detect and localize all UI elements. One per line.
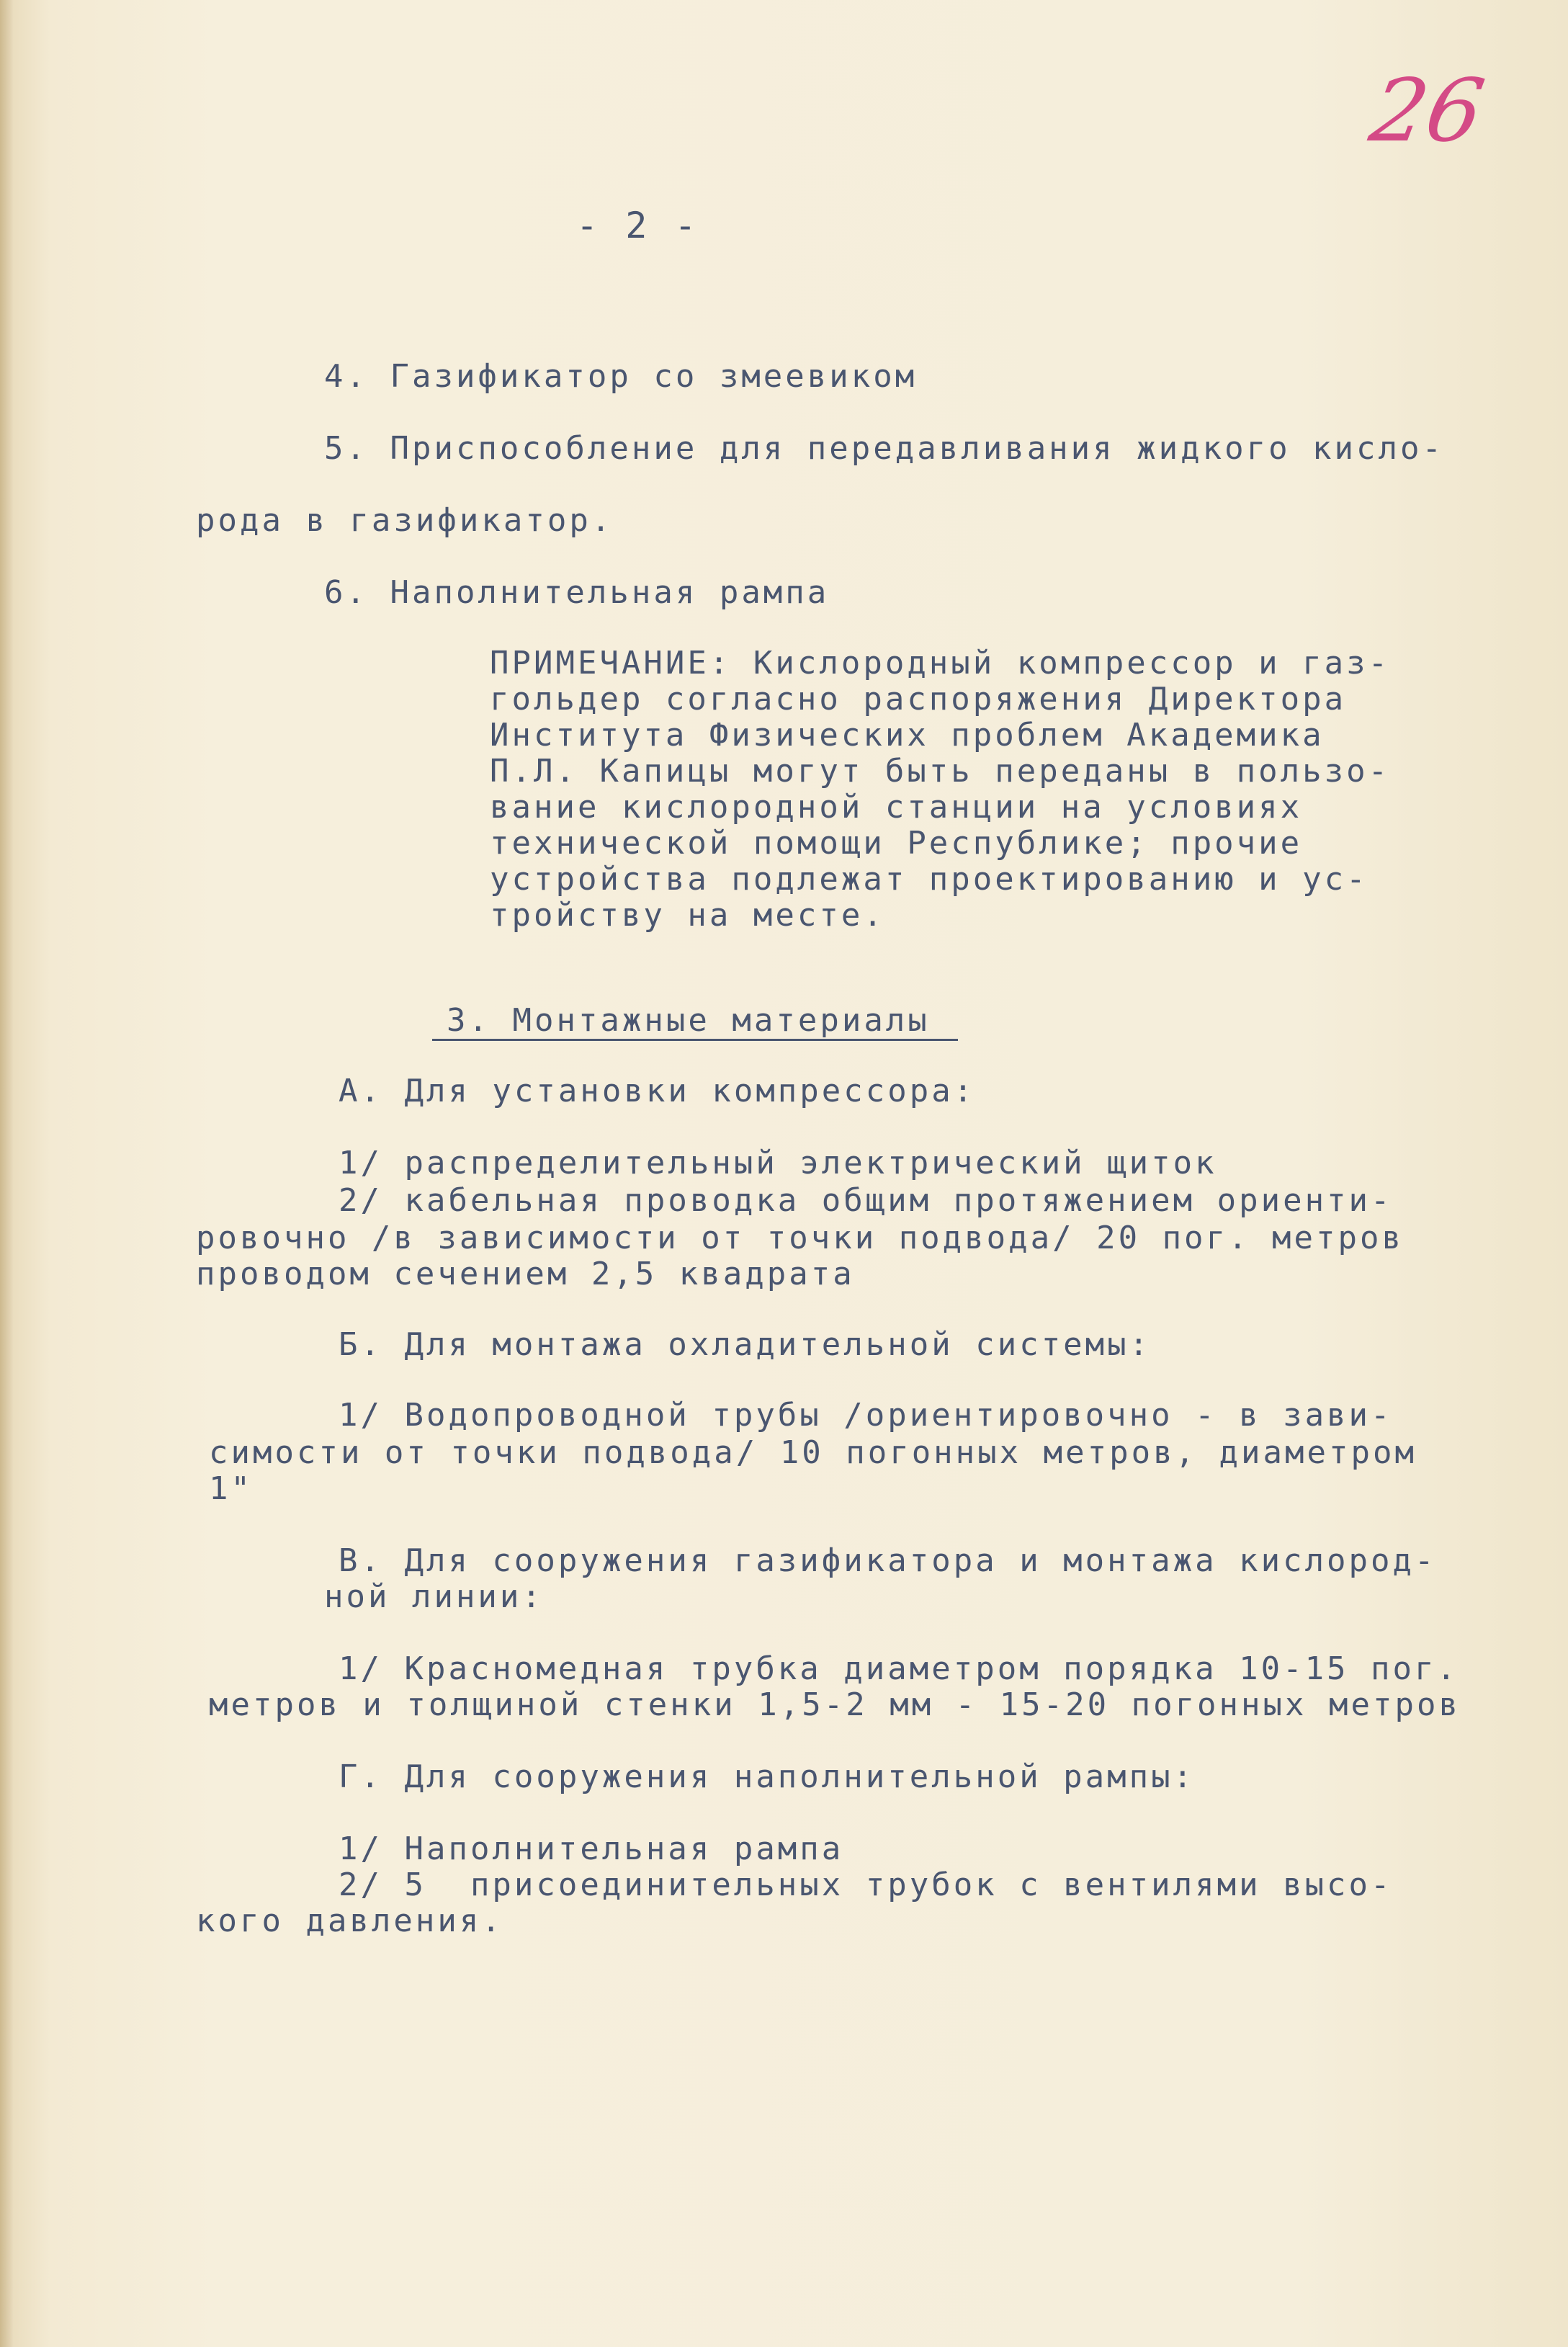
- subsection-g-heading: Г. Для сооружения наполнительной рампы:: [339, 1758, 1196, 1795]
- subsection-b-line: 1/ Водопроводной трубы /ориентировочно - в зави-: [339, 1397, 1393, 1434]
- subsection-b-line: 1": [209, 1470, 253, 1507]
- note-line: технической помощи Республике; прочие: [490, 825, 1303, 862]
- subsection-a-line: проводом сечением 2,5 квадрата: [196, 1256, 855, 1292]
- note-line: ПРИМЕЧАНИЕ: Кислородный компрессор и газ-: [490, 645, 1391, 681]
- subsection-g-line: 1/ Наполнительная рампа: [339, 1830, 844, 1867]
- folio-number: 26: [1363, 61, 1492, 161]
- item-5-line-1: 5. Приспособление для передавливания жидкого кисло-: [324, 430, 1445, 467]
- subsection-a-line: 2/ кабельная проводка общим протяжением ориенти-: [339, 1182, 1393, 1219]
- subsection-v-line: 1/ Красномедная трубка диаметром порядка 10-15 пог.: [339, 1650, 1459, 1687]
- note-line: гольдер согласно распоряжения Директора: [490, 681, 1347, 717]
- subsection-b-line: симости от точки подвода/ 10 погонных метров, диаметром: [209, 1434, 1417, 1471]
- subsection-v-heading-line-1: В. Для сооружения газификатора и монтажа кислород-: [339, 1542, 1437, 1579]
- subsection-g-line: 2/ 5 присоединительных трубок с вентилями высо-: [339, 1867, 1393, 1903]
- subsection-a-line: ровочно /в зависимости от точки подвода/ 20 пог. метров: [196, 1220, 1404, 1256]
- note-line: устройства подлежат проектированию и ус-: [490, 861, 1368, 898]
- note-line: П.Л. Капицы могут быть переданы в пользо-: [490, 753, 1391, 790]
- binding-edge: [0, 0, 13, 2347]
- subsection-a-line: 1/ распределительный электрический щиток: [339, 1145, 1217, 1181]
- section-title-underline: [432, 1039, 958, 1041]
- item-6: 6. Наполнительная рампа: [324, 574, 830, 611]
- note-line: вание кислородной станции на условиях: [490, 789, 1303, 826]
- item-4: 4. Газификатор со змеевиком: [324, 358, 918, 395]
- subsection-b-heading: Б. Для монтажа охладительной системы:: [339, 1326, 1152, 1363]
- item-5-line-2: рода в газификатор.: [196, 502, 614, 539]
- section-title: 3. Монтажные материалы: [447, 1002, 930, 1039]
- subsection-a-heading: А. Для установки компрессора:: [339, 1073, 976, 1109]
- subsection-v-heading-line-2: ной линии:: [324, 1578, 544, 1615]
- subsection-v-line: метров и толщиной стенки 1,5-2 мм - 15-20 погонных метров: [209, 1686, 1461, 1723]
- page-number: - 2 -: [576, 205, 699, 246]
- subsection-g-line: кого давления.: [196, 1903, 503, 1939]
- note-line: тройству на месте.: [490, 897, 885, 934]
- note-line: Института Физических проблем Академика: [490, 717, 1325, 754]
